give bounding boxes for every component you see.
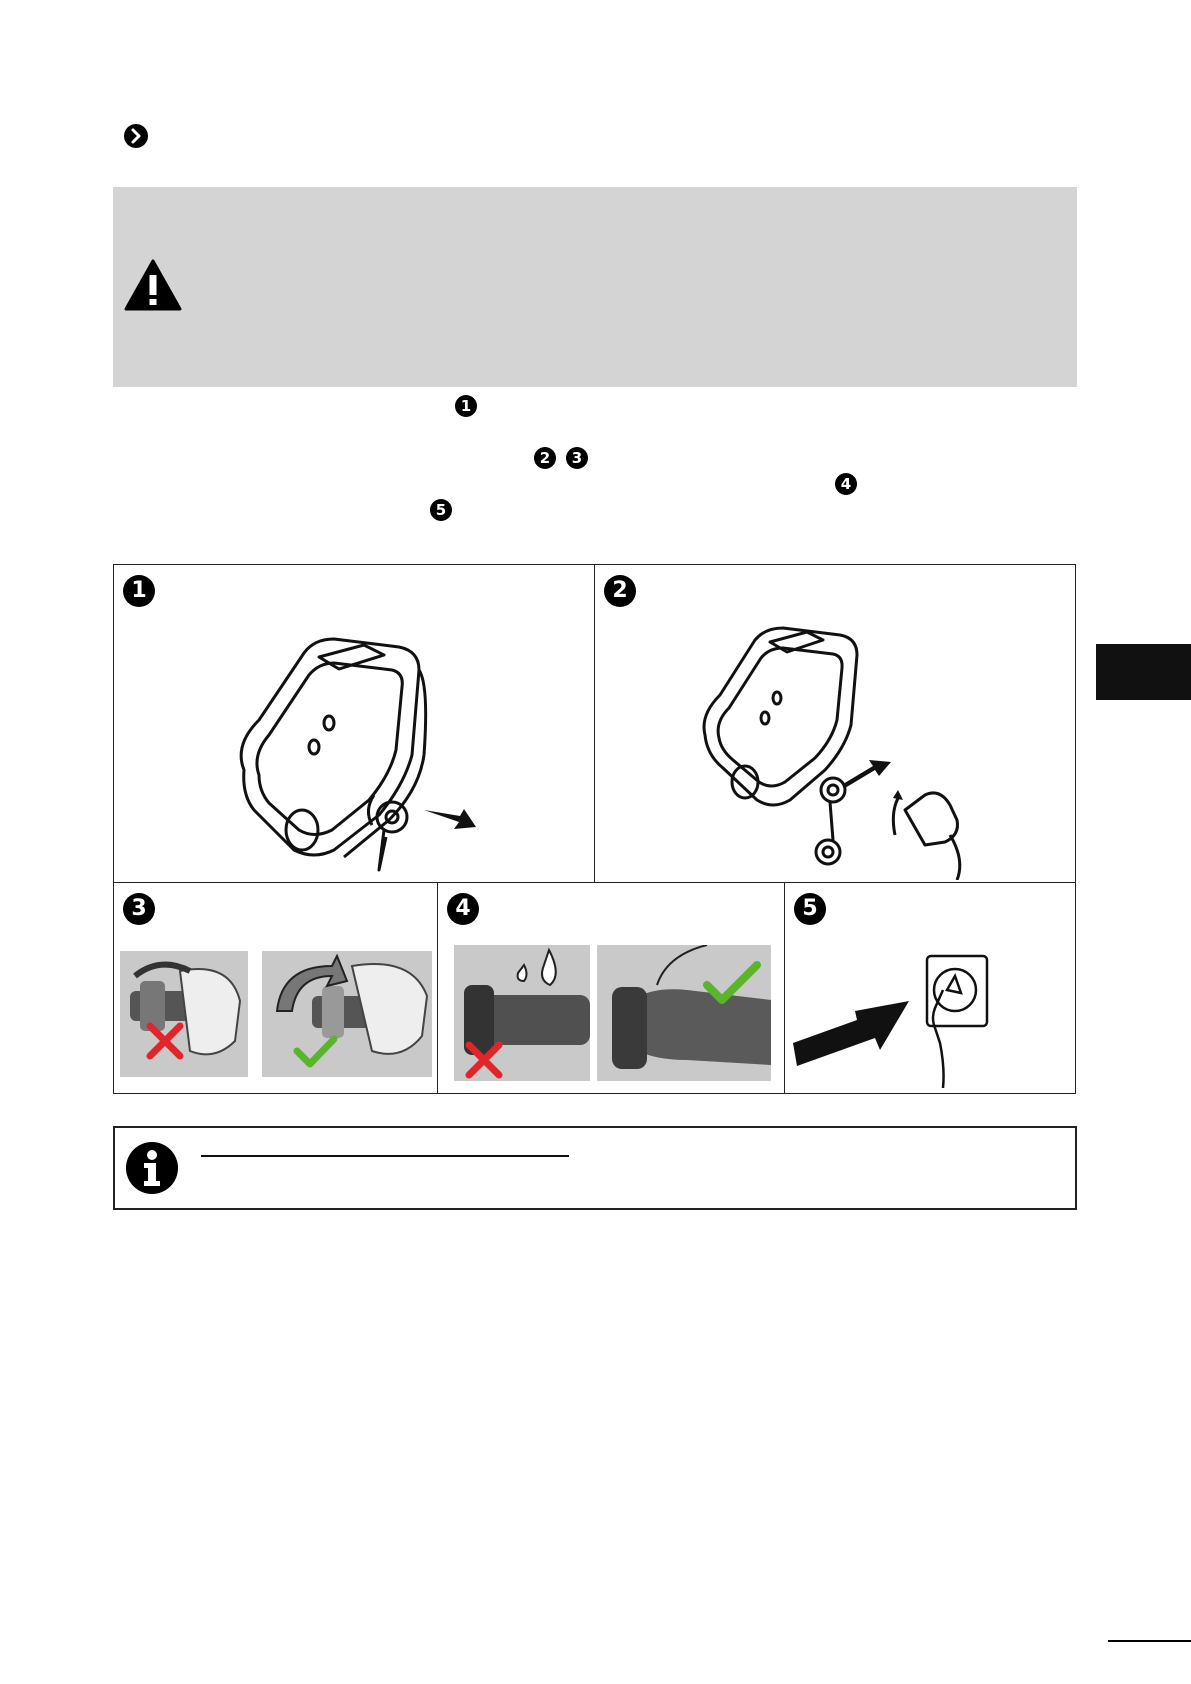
- chevron-right-icon: [124, 124, 148, 148]
- panel-number-4: 4: [447, 893, 479, 925]
- info-icon: [125, 1141, 179, 1195]
- panel-number-5: 5: [794, 893, 826, 925]
- photo-incorrect-tightening: [120, 951, 248, 1077]
- check-icon: [707, 965, 757, 1000]
- robot-illustration: [214, 625, 514, 875]
- figure-panel-3: [113, 882, 438, 1094]
- check-icon: [297, 1039, 334, 1064]
- step-marker-3: 3: [566, 447, 588, 469]
- figure-panel-5: [784, 882, 1076, 1094]
- step-marker-2: 2: [534, 447, 556, 469]
- info-box: [113, 1126, 1077, 1210]
- warning-box: [113, 187, 1077, 387]
- panel-number-1: 1: [123, 575, 155, 607]
- photo-dry-connector: [597, 945, 771, 1081]
- step-marker-4: 4: [835, 473, 857, 495]
- cross-icon: [150, 1026, 180, 1056]
- photo-wet-connector: [454, 945, 590, 1081]
- warning-triangle-icon: [124, 259, 182, 311]
- footer-rule: [1108, 1640, 1191, 1642]
- step-marker-5: 5: [430, 499, 452, 521]
- robot-connector-illustration: [695, 620, 995, 880]
- photo-correct-tightening: [262, 951, 432, 1077]
- figure-panel-4: [437, 882, 785, 1094]
- figure-panel-2: [594, 564, 1076, 883]
- side-tab: [1096, 644, 1191, 700]
- step-marker-1: 1: [455, 395, 477, 417]
- info-rule: [201, 1155, 569, 1157]
- figure-panel-1: [113, 564, 595, 883]
- panel-number-2: 2: [604, 575, 636, 607]
- wall-socket-illustration: [785, 938, 1077, 1088]
- panel-number-3: 3: [123, 893, 155, 925]
